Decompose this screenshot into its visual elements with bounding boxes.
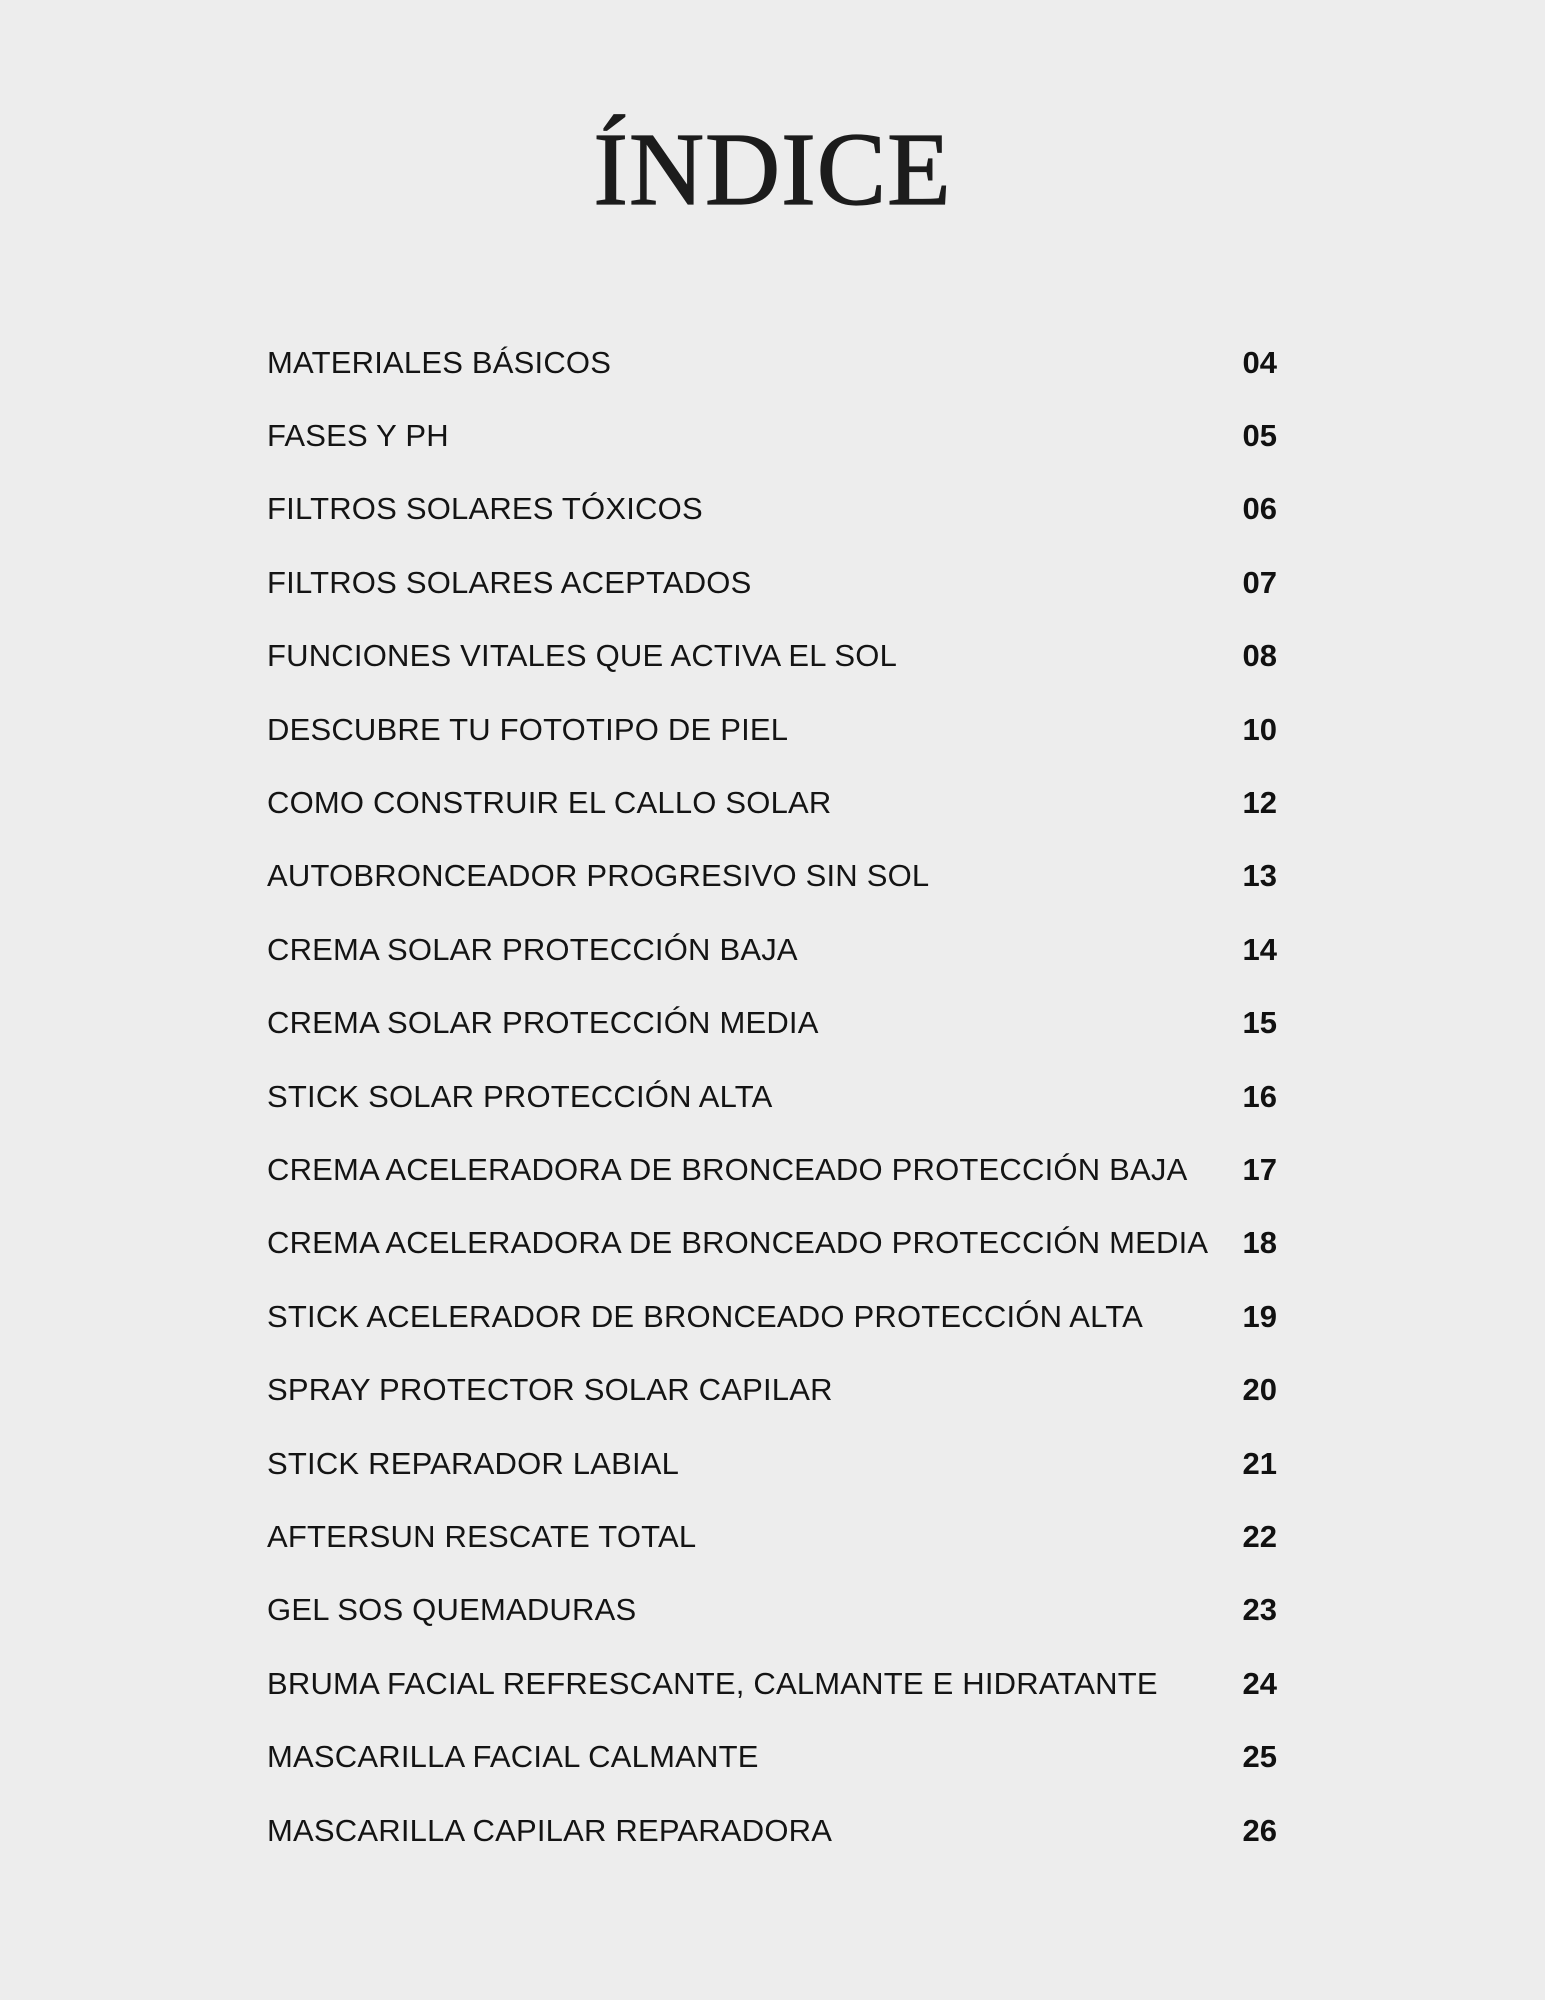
toc-entry-title: STICK REPARADOR LABIAL bbox=[267, 1445, 680, 1481]
toc-entry[interactable] bbox=[267, 1574, 1277, 1647]
toc-entry-title: CREMA ACELERADORA DE BRONCEADO PROTECCIÓN BAJA bbox=[267, 1151, 1188, 1187]
toc-entry-title: AFTERSUN RESCATE TOTAL bbox=[267, 1518, 697, 1554]
toc-entry[interactable] bbox=[267, 1060, 1277, 1133]
toc-entry-page: 22 bbox=[1242, 1518, 1277, 1554]
toc-entry[interactable] bbox=[267, 473, 1277, 546]
toc-entry-page: 05 bbox=[1242, 418, 1277, 454]
toc-entry-page: 26 bbox=[1242, 1812, 1277, 1848]
toc-entry-page: 07 bbox=[1242, 564, 1277, 600]
toc-entry[interactable] bbox=[267, 1794, 1277, 1867]
toc-entry-page: 15 bbox=[1242, 1005, 1277, 1041]
toc-entry-title: AUTOBRONCEADOR PROGRESIVO SIN SOL bbox=[267, 858, 930, 894]
toc-entry[interactable] bbox=[267, 1647, 1277, 1720]
toc-entry-title: BRUMA FACIAL REFRESCANTE, CALMANTE E HIDRATANTE bbox=[267, 1665, 1158, 1701]
table-of-contents bbox=[267, 326, 1277, 1867]
toc-entry-title: SPRAY PROTECTOR SOLAR CAPILAR bbox=[267, 1372, 833, 1408]
toc-entry[interactable] bbox=[267, 546, 1277, 619]
page-title: ÍNDICE bbox=[593, 112, 952, 227]
toc-entry[interactable] bbox=[267, 913, 1277, 986]
toc-entry-page: 13 bbox=[1242, 858, 1277, 894]
toc-entry-title: CREMA ACELERADORA DE BRONCEADO PROTECCIÓN MEDIA bbox=[267, 1225, 1209, 1261]
toc-entry[interactable] bbox=[267, 1427, 1277, 1500]
toc-entry-title: GEL SOS QUEMADURAS bbox=[267, 1592, 637, 1628]
toc-entry-page: 20 bbox=[1242, 1372, 1277, 1408]
toc-entry-title: STICK SOLAR PROTECCIÓN ALTA bbox=[267, 1078, 773, 1114]
toc-entry-title: FUNCIONES VITALES QUE ACTIVA EL SOL bbox=[267, 638, 898, 674]
toc-entry-title: COMO CONSTRUIR EL CALLO SOLAR bbox=[267, 785, 832, 821]
toc-entry-page: 23 bbox=[1242, 1592, 1277, 1628]
toc-entry-page: 25 bbox=[1242, 1739, 1277, 1775]
toc-entry[interactable] bbox=[267, 1280, 1277, 1353]
toc-entry[interactable] bbox=[267, 1133, 1277, 1206]
toc-entry-title: MASCARILLA FACIAL CALMANTE bbox=[267, 1739, 759, 1775]
toc-entry-title: FILTROS SOLARES TÓXICOS bbox=[267, 491, 703, 527]
toc-entry-title: DESCUBRE TU FOTOTIPO DE PIEL bbox=[267, 711, 789, 747]
toc-entry-page: 10 bbox=[1242, 711, 1277, 747]
toc-entry[interactable] bbox=[267, 766, 1277, 839]
toc-entry-title: MATERIALES BÁSICOS bbox=[267, 344, 612, 380]
toc-entry-title: CREMA SOLAR PROTECCIÓN MEDIA bbox=[267, 1005, 819, 1041]
toc-entry[interactable] bbox=[267, 326, 1277, 399]
toc-entry-title: MASCARILLA CAPILAR REPARADORA bbox=[267, 1812, 833, 1848]
toc-entry[interactable] bbox=[267, 1720, 1277, 1793]
toc-entry-title: FASES Y PH bbox=[267, 418, 449, 454]
toc-entry-page: 17 bbox=[1242, 1151, 1277, 1187]
toc-entry-page: 24 bbox=[1242, 1665, 1277, 1701]
toc-entry-page: 04 bbox=[1242, 344, 1277, 380]
toc-entry-page: 14 bbox=[1242, 931, 1277, 967]
toc-entry[interactable] bbox=[267, 987, 1277, 1060]
toc-entry[interactable] bbox=[267, 1353, 1277, 1426]
toc-entry-page: 12 bbox=[1242, 785, 1277, 821]
toc-entry-title: FILTROS SOLARES ACEPTADOS bbox=[267, 564, 752, 600]
toc-entry-page: 08 bbox=[1242, 638, 1277, 674]
toc-entry[interactable] bbox=[267, 399, 1277, 472]
toc-entry-title: CREMA SOLAR PROTECCIÓN BAJA bbox=[267, 931, 798, 967]
toc-entry-page: 19 bbox=[1242, 1298, 1277, 1334]
toc-entry[interactable] bbox=[267, 840, 1277, 913]
toc-entry[interactable] bbox=[267, 1207, 1277, 1280]
toc-entry[interactable] bbox=[267, 1500, 1277, 1573]
toc-entry-page: 18 bbox=[1242, 1225, 1277, 1261]
toc-entry[interactable] bbox=[267, 620, 1277, 693]
toc-entry-page: 06 bbox=[1242, 491, 1277, 527]
toc-entry-page: 16 bbox=[1242, 1078, 1277, 1114]
toc-entry[interactable] bbox=[267, 693, 1277, 766]
toc-entry-page: 21 bbox=[1242, 1445, 1277, 1481]
toc-entry-title: STICK ACELERADOR DE BRONCEADO PROTECCIÓN ALTA bbox=[267, 1298, 1144, 1334]
